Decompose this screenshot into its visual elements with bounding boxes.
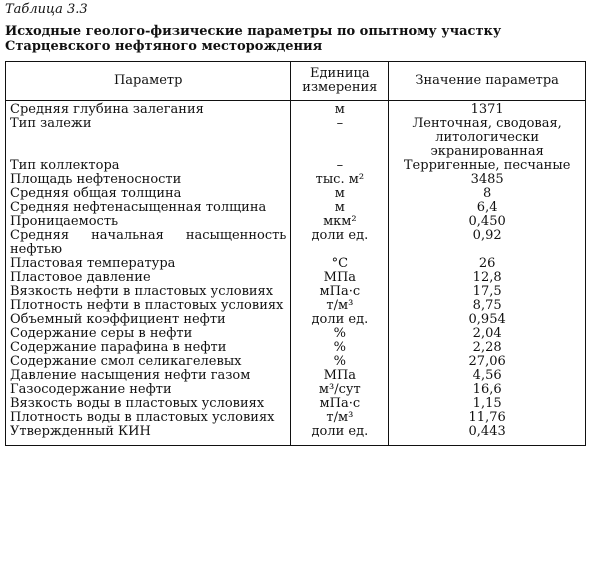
parameters-table: [5, 61, 586, 446]
parameter-cell: Содержание смол селикагелевых: [6, 355, 291, 369]
unit-cell: мПа·с: [291, 397, 389, 411]
value-cell: 26: [389, 257, 586, 271]
value-cell: Ленточная, сводовая, литологически экранированная: [389, 117, 586, 159]
table-row: [6, 355, 586, 369]
table-caption: Таблица 3.3: [5, 2, 88, 17]
value-cell: 0,954: [389, 313, 586, 327]
table-row: [6, 201, 586, 215]
unit-cell: м: [291, 201, 389, 215]
parameter-cell: Объемный коэффициент нефти: [6, 313, 291, 327]
header-unit-line-1: Единица: [310, 66, 370, 81]
unit-cell: доли ед.: [291, 313, 389, 327]
table-row: [6, 397, 586, 411]
value-cell: Терригенные, песчаные: [389, 159, 586, 173]
table-row: [6, 271, 586, 285]
unit-cell: %: [291, 341, 389, 355]
table-row: [6, 187, 586, 201]
value-cell: 0,92: [389, 229, 586, 257]
parameter-cell: Содержание серы в нефти: [6, 327, 291, 341]
table-row: [6, 341, 586, 355]
parameter-cell: Пластовая температура: [6, 257, 291, 271]
table-row: [6, 173, 586, 187]
parameter-cell: Площадь нефтеносности: [6, 173, 291, 187]
value-cell: 0,443: [389, 425, 586, 446]
value-cell: 8: [389, 187, 586, 201]
unit-cell: м³/сут: [291, 383, 389, 397]
table-row: [6, 313, 586, 327]
value-cell: 0,450: [389, 215, 586, 229]
value-cell: 12,8: [389, 271, 586, 285]
header-value: Значение параметра: [389, 62, 586, 101]
parameter-cell: Утвержденный КИН: [6, 425, 291, 446]
parameter-cell: Средняя общая толщина: [6, 187, 291, 201]
parameter-cell: Плотность нефти в пластовых условиях: [6, 299, 291, 313]
header-parameter: Параметр: [6, 62, 291, 101]
parameter-cell: Газосодержание нефти: [6, 383, 291, 397]
value-cell: 16,6: [389, 383, 586, 397]
unit-cell: т/м³: [291, 299, 389, 313]
unit-cell: мПа·с: [291, 285, 389, 299]
table-row: [6, 383, 586, 397]
table-row: [6, 369, 586, 383]
parameter-cell: Вязкость нефти в пластовых условиях: [6, 285, 291, 299]
unit-cell: м: [291, 187, 389, 201]
table-row: [6, 425, 586, 446]
unit-cell: МПа: [291, 369, 389, 383]
parameter-cell: Тип залежи: [6, 117, 291, 159]
parameter-cell: Средняя глубина залегания: [6, 101, 291, 118]
table-row: [6, 299, 586, 313]
value-cell: 8,75: [389, 299, 586, 313]
value-cell: 6,4: [389, 201, 586, 215]
parameter-cell: Проницаемость: [6, 215, 291, 229]
value-cell: 11,76: [389, 411, 586, 425]
table-title: [5, 24, 501, 54]
unit-cell: доли ед.: [291, 229, 389, 257]
value-cell: 2,28: [389, 341, 586, 355]
parameter-cell: Средняя начальная насыщенность нефтью: [6, 229, 291, 257]
table-row: [6, 257, 586, 271]
table-row: [6, 117, 586, 159]
table-row: [6, 285, 586, 299]
unit-cell: %: [291, 327, 389, 341]
table-header-row: [6, 62, 586, 101]
table-row: [6, 411, 586, 425]
value-cell: 3485: [389, 173, 586, 187]
unit-cell: мкм²: [291, 215, 389, 229]
value-cell: 27,06: [389, 355, 586, 369]
parameter-cell: Вязкость воды в пластовых условиях: [6, 397, 291, 411]
unit-cell: м: [291, 101, 389, 118]
unit-cell: %: [291, 355, 389, 369]
unit-cell: –: [291, 159, 389, 173]
parameter-cell: Содержание парафина в нефти: [6, 341, 291, 355]
value-cell: 2,04: [389, 327, 586, 341]
unit-cell: тыс. м²: [291, 173, 389, 187]
parameter-cell: Тип коллектора: [6, 159, 291, 173]
table-title-line-2: Старцевского нефтяного месторождения: [5, 39, 323, 54]
unit-cell: –: [291, 117, 389, 159]
unit-cell: доли ед.: [291, 425, 389, 446]
table-body: [6, 101, 586, 446]
table-row: [6, 101, 586, 118]
table-row: [6, 215, 586, 229]
header-unit: [291, 62, 389, 101]
parameter-cell: Пластовое давление: [6, 271, 291, 285]
table-row: [6, 159, 586, 173]
unit-cell: МПа: [291, 271, 389, 285]
value-cell: 4,56: [389, 369, 586, 383]
table-row: [6, 229, 586, 257]
value-cell: 1371: [389, 101, 586, 118]
parameter-cell: Давление насыщения нефти газом: [6, 369, 291, 383]
header-unit-line-2: измерения: [302, 80, 378, 95]
parameter-cell: Средняя нефтенасыщенная толщина: [6, 201, 291, 215]
unit-cell: °С: [291, 257, 389, 271]
value-cell: 1,15: [389, 397, 586, 411]
value-cell: 17,5: [389, 285, 586, 299]
table-row: [6, 327, 586, 341]
unit-cell: т/м³: [291, 411, 389, 425]
parameter-cell: Плотность воды в пластовых условиях: [6, 411, 291, 425]
table-title-line-1: Исходные геолого-физические параметры по опытному участку: [5, 24, 502, 39]
